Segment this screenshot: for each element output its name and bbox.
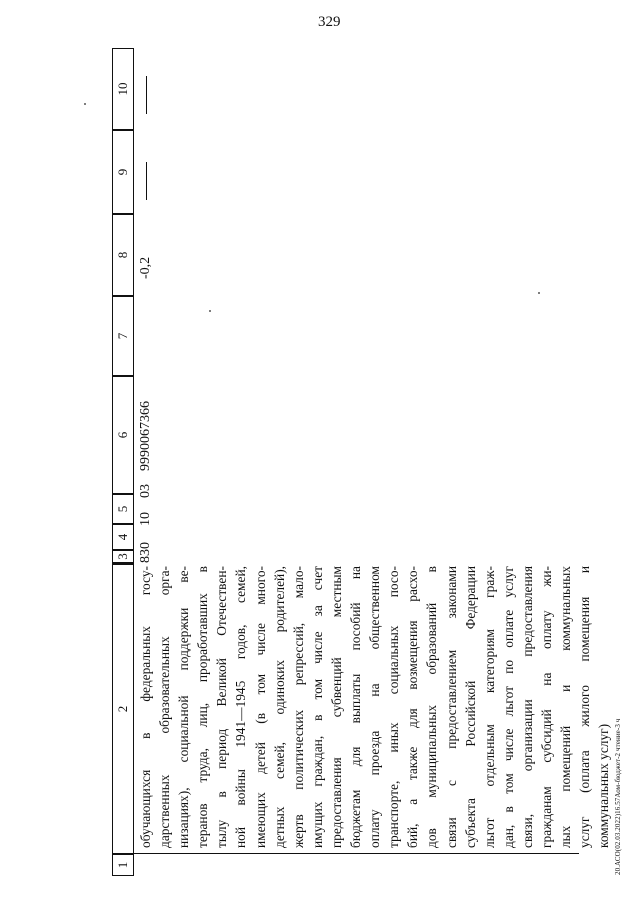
header-col-6: 6 xyxy=(112,376,134,494)
description-line: лых помещений и коммунальных xyxy=(558,566,574,848)
row-description xyxy=(136,566,613,848)
description-line: дов муниципальных образований в xyxy=(424,566,440,848)
description-line: имущих граждан, в том числе за счет xyxy=(309,566,325,848)
description-line: дан, в том числе льгот по оплате услуг xyxy=(500,566,516,848)
description-line: коммунальных услуг) xyxy=(596,723,612,848)
description-line: гражданам субсидий на оплату жи- xyxy=(538,566,554,848)
description-line: услуг (оплата жилого помещения и xyxy=(577,566,593,848)
description-line: дарственных образовательных орга- xyxy=(157,566,173,848)
description-line: транспорте, иных социальных посо- xyxy=(386,566,402,848)
description-line: связи, организации предоставления xyxy=(519,566,535,848)
col9-dash xyxy=(146,162,147,200)
description-line: обучающихся в федеральных госу- xyxy=(138,566,153,848)
amount-cell: -0,2 xyxy=(138,256,153,279)
description-line: детных семей, одиноких родителей), xyxy=(271,566,287,848)
section-cell: 10 xyxy=(138,512,153,526)
col10-dash xyxy=(146,76,147,114)
header-col-4: 4 xyxy=(112,524,134,550)
description-line: льгот отдельным категориям граж- xyxy=(481,566,497,848)
table-border xyxy=(134,853,579,854)
header-col-8: 8 xyxy=(112,214,134,296)
description-line: субъекта Российской Федерации xyxy=(462,566,478,848)
header-col-7: 7 xyxy=(112,296,134,376)
description-line: имеющих детей (в том числе много- xyxy=(252,566,268,848)
description-line: низациях), социальной поддержки ве- xyxy=(176,566,192,848)
scan-speck xyxy=(84,103,86,105)
description-line: связи с предоставлением законами xyxy=(443,566,459,848)
description-line: предоставления субвенций местным xyxy=(328,566,344,848)
header-col-1: 1 xyxy=(112,854,134,876)
subsection-cell: 03 xyxy=(138,484,153,498)
description-line: тылу в период Великой Отечествен- xyxy=(214,566,230,848)
target-article-cell: 9990067366 xyxy=(138,401,153,471)
description-line: жертв политических репрессий, мало- xyxy=(290,566,306,848)
description-line: оплату проезда на общественном xyxy=(367,566,383,848)
budget-table xyxy=(112,48,612,876)
description-line: теранов труда, лиц, проработавших в xyxy=(195,566,211,848)
header-col-10: 10 xyxy=(112,48,134,130)
description-line: бий, а также для возмещения расхо- xyxy=(405,566,421,848)
footer-stamp: 20.АСО(02.03.2022)16.57Аом-бюджет-2 чтение-3 ч xyxy=(614,718,622,875)
header-col-2: 2 xyxy=(112,564,134,854)
description-line: ной войны 1941—1945 годов, семей, xyxy=(233,566,249,848)
page-number: 329 xyxy=(318,14,341,30)
ministry-code-cell: 830 xyxy=(138,542,153,563)
header-col-3: 3 xyxy=(112,550,134,564)
header-col-5: 5 xyxy=(112,494,134,524)
header-col-9: 9 xyxy=(112,130,134,214)
description-line: бюджетам для выплаты пособий на xyxy=(348,566,364,848)
